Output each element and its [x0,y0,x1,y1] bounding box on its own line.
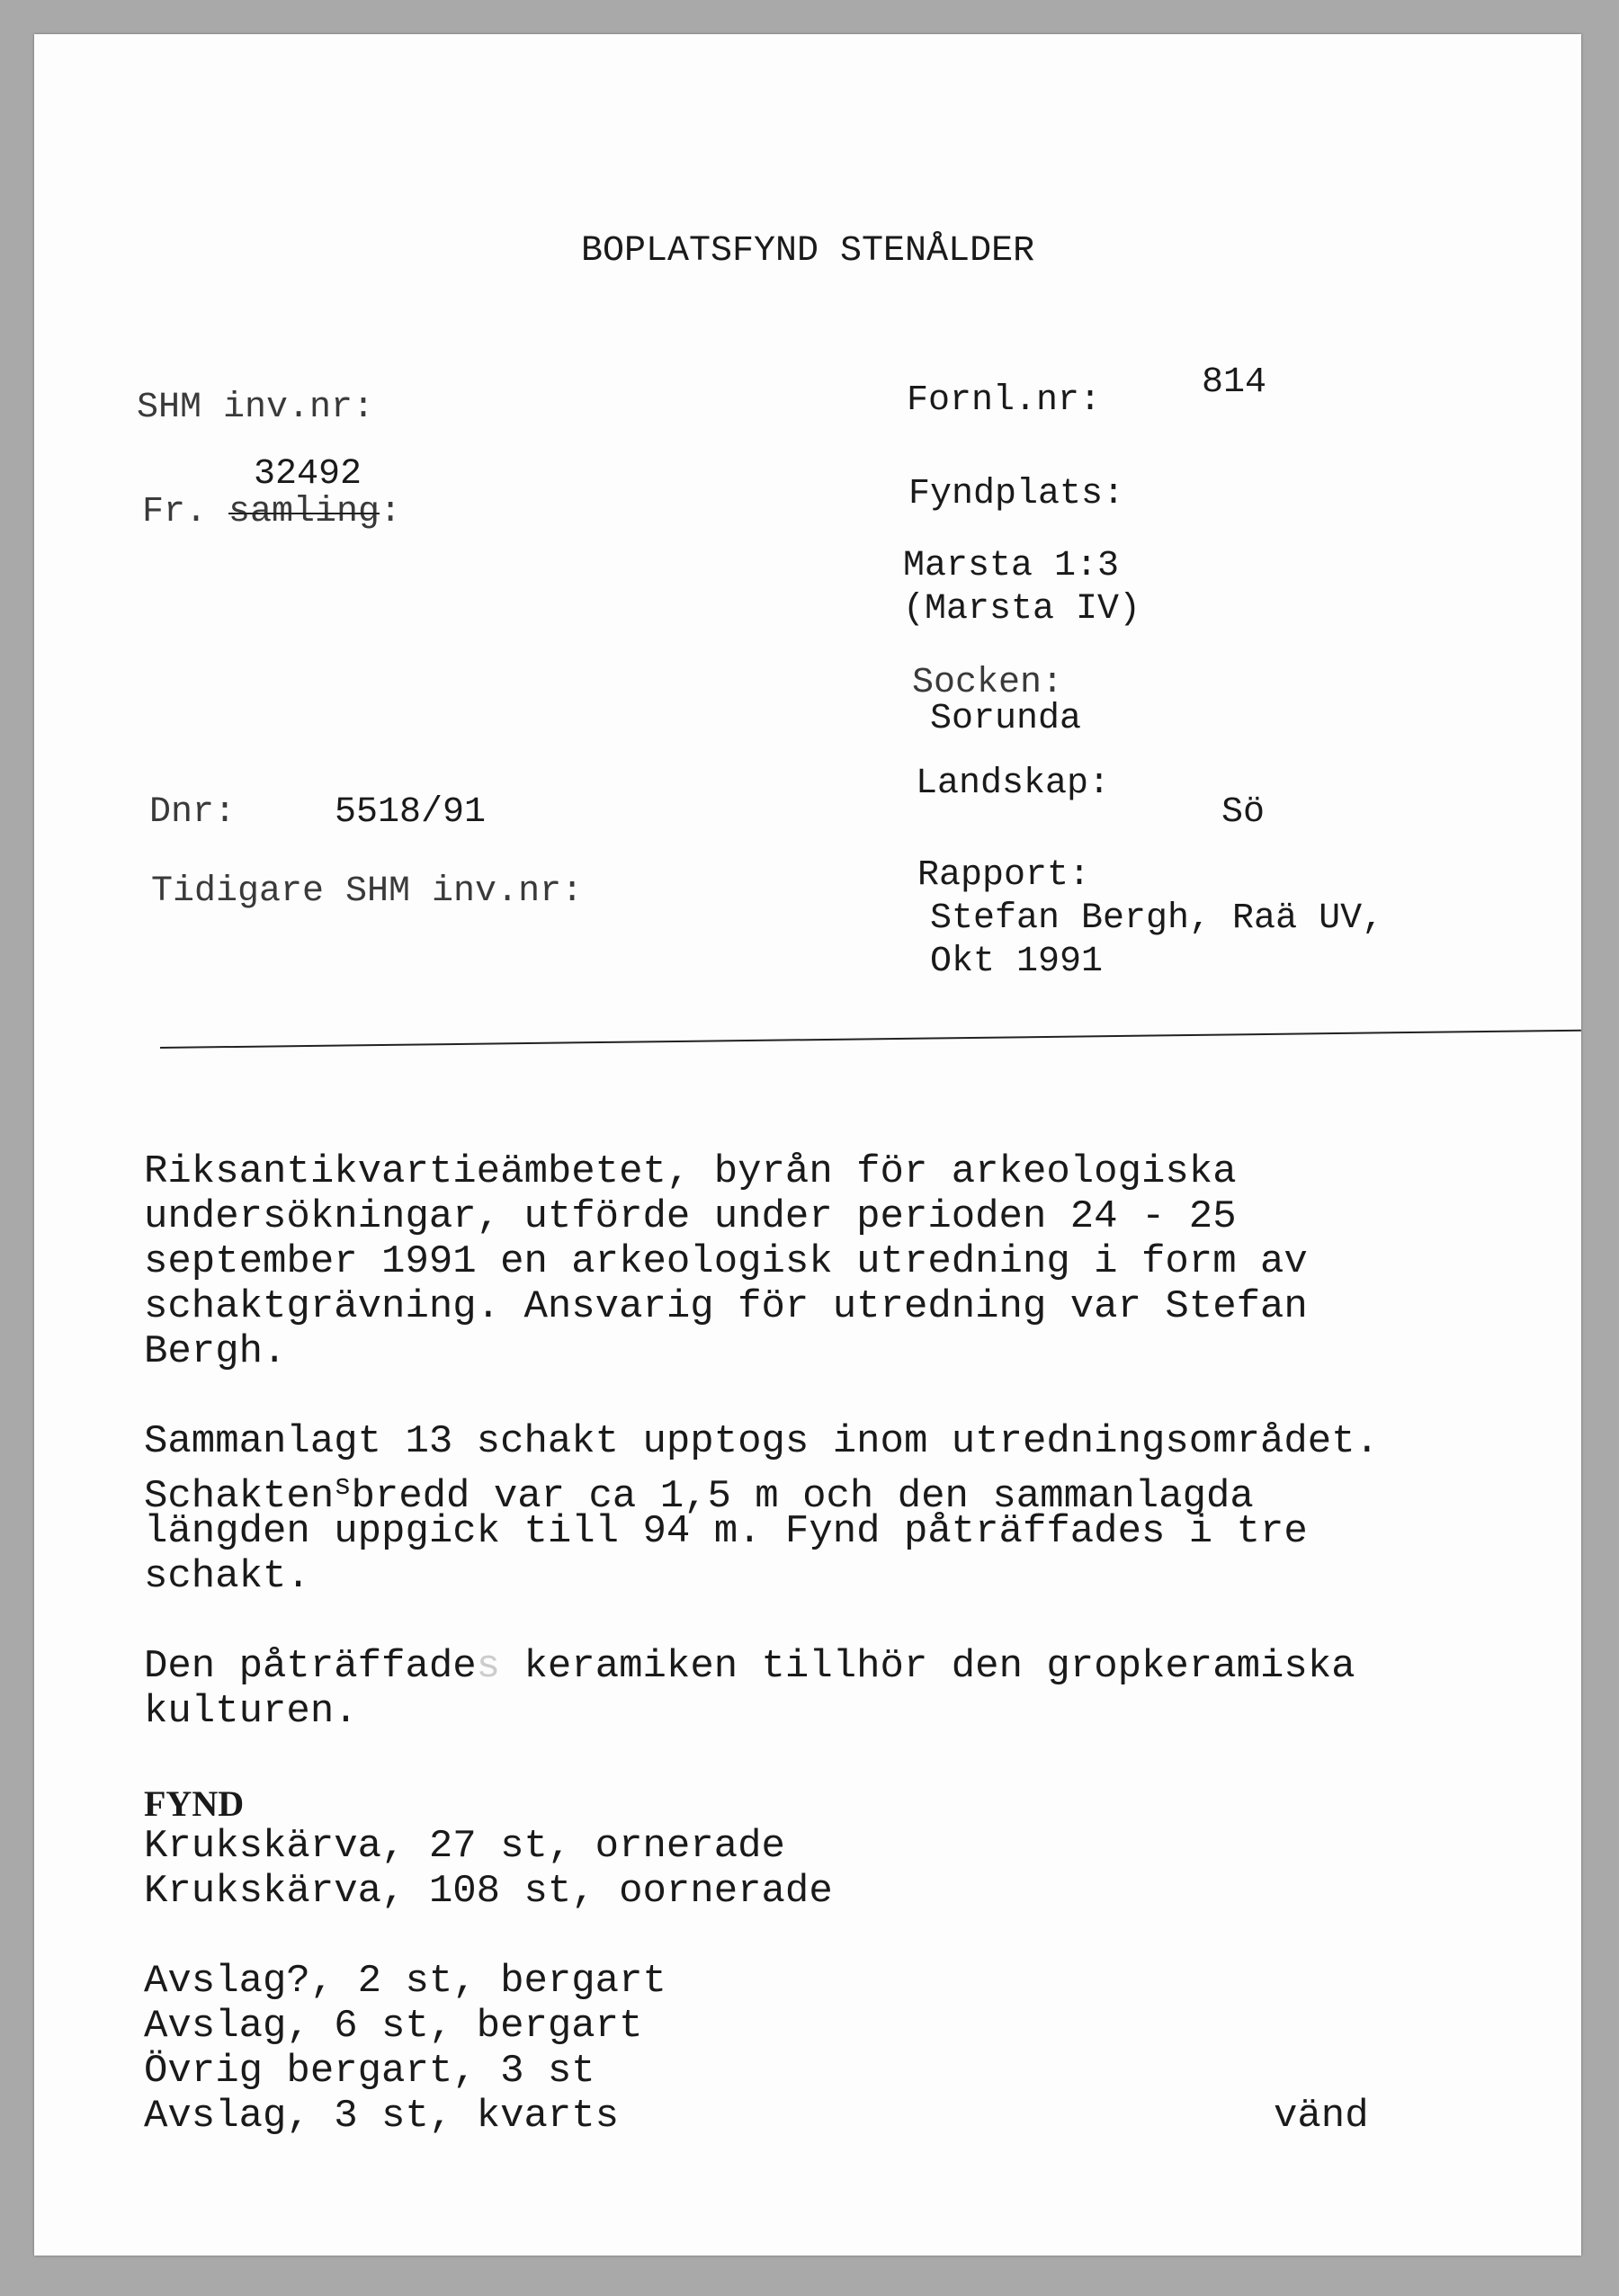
samling-number: 32492 [254,454,362,495]
socken-label: Socken: [912,663,1064,703]
fyndplats-line2: (Marsta IV) [903,589,1141,630]
body-p1-line5: Bergh. [144,1329,287,1374]
landskap-value: Sö [1221,792,1266,833]
fynd-item: Avslag, 6 st, bergart [144,2004,643,2049]
fornl-value: 814 [1202,362,1267,403]
body-p3-line1-start: Den påträffade [144,1644,477,1689]
fynd-item: Avslag, 3 st, kvarts [144,2094,620,2139]
dnr-value: 5518/91 [335,792,487,833]
dnr-label: Dnr: [149,792,237,833]
rapport-line2: Okt 1991 [930,942,1104,982]
fyndplats-label: Fyndplats: [908,474,1125,514]
header-divider [160,1030,1581,1049]
body-p2-line1: Sammanlagt 13 schakt upptogs inom utredningsområdet. [144,1419,1380,1464]
body-p3-line1 [144,1644,1355,1689]
handwritten-s-insert: s [334,1470,352,1503]
body-p2-line4: schakt. [144,1554,310,1599]
rapport-label: Rapport: [917,855,1091,896]
shm-inv-label: SHM inv.nr: [137,388,375,428]
samling-prefix: Fr. [142,492,208,532]
erased-letter: s [476,1644,501,1689]
fynd-item: Krukskärva, 108 st, oornerade [144,1869,833,1914]
fynd-item: Avslag?, 2 st, bergart [144,1959,666,2004]
rapport-line1: Stefan Bergh, Raä UV, [930,898,1384,939]
body-p1-line4: schaktgrävning. Ansvarig för utredning var Stefan [144,1284,1308,1329]
body-p2-line3: längden uppgick till 94 m. Fynd påträffades i tre [144,1509,1308,1554]
turn-page-note: vänd [1274,2094,1369,2139]
body-p1-line2: undersökningar, utförde under perioden 24 - 25 [144,1194,1237,1239]
body-p3-line2: kulturen. [144,1689,358,1734]
body-p2-line2-end: bredd var ca 1,5 m och den sammanlagda [351,1474,1254,1519]
landskap-label: Landskap: [916,764,1111,804]
samling-struck-word: samling [228,492,380,532]
samling-colon: : [380,492,402,532]
fyndplats-line1: Marsta 1:3 [903,546,1120,586]
socken-value: Sorunda [930,699,1082,739]
fynd-heading: FYND [144,1783,245,1824]
tidigare-shm-label: Tidigare SHM inv.nr: [151,871,584,912]
fynd-item: Krukskärva, 27 st, ornerade [144,1824,785,1869]
document-title: BOPLATSFYND STENÅLDER [581,231,1035,272]
body-p1-line1: Riksantikvartieämbetet, byrån för arkeologiska [144,1149,1237,1194]
body-p3-line1-end: keramiken tillhör den gropkeramiska [523,1644,1355,1689]
body-p2-line2-start: Schakten [144,1474,335,1519]
document-page [34,34,1581,2256]
samling-label [142,491,401,534]
fornl-label: Fornl.nr: [907,380,1102,421]
fynd-item: Övrig bergart, 3 st [144,2049,595,2094]
body-p1-line3: september 1991 en arkeologisk utredning i form av [144,1239,1308,1284]
